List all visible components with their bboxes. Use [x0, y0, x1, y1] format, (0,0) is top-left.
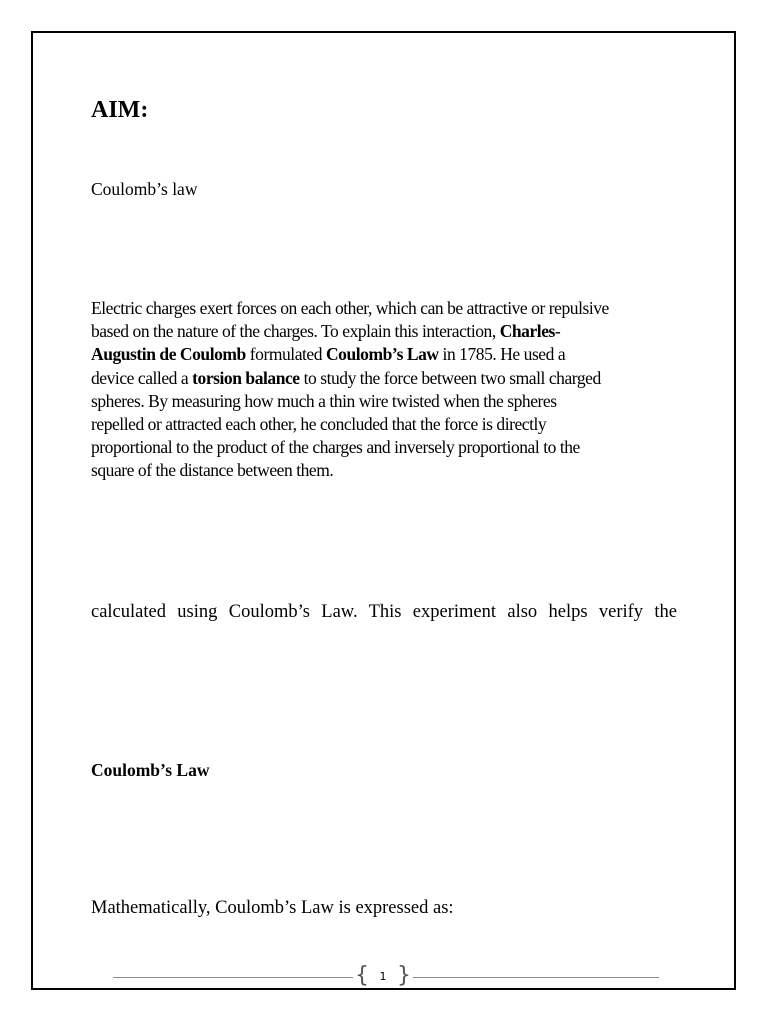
document-page	[31, 31, 736, 990]
page-footer	[113, 963, 659, 991]
aim-heading: AIM:	[91, 97, 149, 123]
bold-name: Augustin de Coulomb	[91, 344, 246, 365]
left-brace-icon: {	[355, 963, 369, 988]
calculation-line: calculated using Coulomb’s Law. This experiment also helps verify the	[91, 602, 677, 622]
paragraph-line: square of the distance between them.	[91, 460, 334, 481]
bold-term: torsion balance	[192, 367, 300, 388]
footer-rule-right	[413, 977, 659, 978]
paragraph-line: spheres. By measuring how much a thin wire twisted when the spheres	[91, 390, 557, 411]
page-number-box	[355, 963, 411, 991]
paragraph-line: device called a torsion balance to study the force between two small charged	[91, 367, 601, 388]
paragraph-line: repelled or attracted each other, he concluded that the force is directly	[91, 414, 547, 435]
footer-rule-left	[113, 977, 353, 978]
math-intro: Mathematically, Coulomb’s Law is expressed as:	[91, 898, 454, 918]
right-brace-icon: }	[397, 963, 411, 988]
bold-name: Charles	[499, 321, 555, 342]
intro-paragraph	[91, 297, 681, 483]
subtitle: Coulomb’s law	[91, 179, 198, 199]
paragraph-line: Electric charges exert forces on each other, which can be attractive or repulsive	[91, 298, 609, 318]
law-heading: Coulomb’s Law	[91, 760, 210, 780]
paragraph-line: Augustin de Coulomb formulated Coulomb’s Law in 1785. He used a	[91, 344, 566, 365]
paragraph-line: based on the nature of the charges. To explain this interaction, Charles-	[91, 321, 561, 342]
paragraph-line: proportional to the product of the charges and inversely proportional to the	[91, 437, 580, 458]
page-number: 1	[379, 970, 387, 983]
bold-term: Coulomb’s Law	[325, 344, 439, 365]
